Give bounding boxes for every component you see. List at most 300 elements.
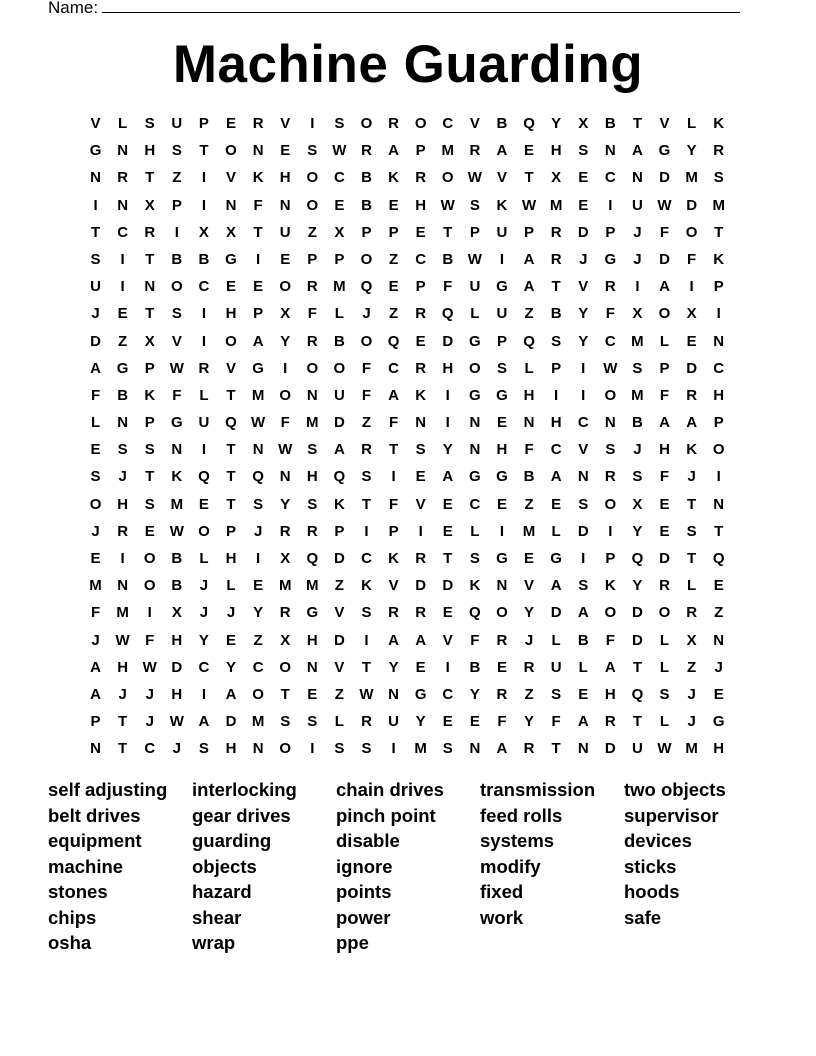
grid-letter[interactable]: P <box>605 223 616 241</box>
grid-letter[interactable]: R <box>550 223 562 241</box>
grid-letter[interactable]: O <box>279 278 292 296</box>
grid-letter[interactable]: O <box>360 115 373 132</box>
grid-letter[interactable]: E <box>578 169 589 187</box>
grid-letter[interactable]: D <box>659 169 670 187</box>
grid-letter[interactable]: E <box>442 495 453 513</box>
grid-letter[interactable]: D <box>333 631 345 649</box>
grid-letter[interactable]: E <box>117 305 128 323</box>
grid-letter[interactable]: E <box>415 658 426 676</box>
grid-letter[interactable]: Q <box>469 604 481 622</box>
grid-letter[interactable]: T <box>551 740 561 758</box>
grid-letter[interactable]: K <box>713 250 725 268</box>
grid-letter[interactable]: A <box>388 142 399 160</box>
grid-letter[interactable]: C <box>469 495 481 513</box>
grid-letter[interactable]: D <box>632 631 643 649</box>
grid-letter[interactable]: N <box>90 740 101 758</box>
grid-letter[interactable]: O <box>685 223 698 241</box>
grid-letter[interactable]: O <box>333 359 346 377</box>
grid-letter[interactable]: F <box>307 305 317 323</box>
grid-letter[interactable]: M <box>685 740 698 758</box>
grid-letter[interactable]: P <box>605 550 616 567</box>
grid-letter[interactable]: U <box>469 278 481 296</box>
grid-letter[interactable]: J <box>118 685 127 703</box>
grid-letter[interactable]: D <box>415 577 427 595</box>
grid-letter[interactable]: M <box>251 386 265 404</box>
grid-letter[interactable]: W <box>115 631 130 649</box>
grid-letter[interactable]: E <box>442 604 453 622</box>
grid-letter[interactable]: Y <box>578 332 589 350</box>
grid-letter[interactable]: Y <box>524 604 535 622</box>
grid-letter[interactable]: H <box>144 142 156 160</box>
grid-letter[interactable]: Y <box>632 522 643 540</box>
grid-letter[interactable]: A <box>577 604 589 622</box>
grid-letter[interactable]: G <box>550 550 562 567</box>
grid-letter[interactable]: A <box>550 577 562 595</box>
grid-letter[interactable]: S <box>605 441 616 459</box>
grid-letter[interactable]: U <box>279 223 291 241</box>
grid-letter[interactable]: H <box>659 441 670 459</box>
grid-letter[interactable]: L <box>551 631 561 649</box>
grid-letter[interactable]: V <box>171 332 182 350</box>
grid-letter[interactable]: R <box>388 115 399 132</box>
grid-letter[interactable]: O <box>143 550 156 567</box>
grid-letter[interactable]: R <box>306 332 318 350</box>
grid-letter[interactable]: X <box>144 196 155 214</box>
grid-letter[interactable]: W <box>169 713 184 731</box>
grid-letter[interactable]: U <box>496 223 508 241</box>
grid-letter[interactable]: I <box>581 386 586 404</box>
grid-letter[interactable]: N <box>469 441 481 459</box>
grid-letter[interactable]: I <box>201 196 206 214</box>
grid-letter[interactable]: M <box>685 169 698 187</box>
grid-letter[interactable]: W <box>603 359 618 377</box>
grid-letter[interactable]: Q <box>712 550 725 567</box>
grid-letter[interactable]: J <box>145 713 154 731</box>
grid-letter[interactable]: N <box>252 740 264 758</box>
grid-letter[interactable]: F <box>443 278 453 296</box>
grid-letter[interactable]: W <box>169 522 184 540</box>
grid-letter[interactable]: I <box>445 386 450 404</box>
grid-letter[interactable]: Q <box>631 550 644 567</box>
grid-letter[interactable]: P <box>388 522 399 540</box>
grid-letter[interactable]: B <box>117 386 129 404</box>
grid-letter[interactable]: D <box>659 550 670 567</box>
name-line[interactable] <box>102 0 740 13</box>
grid-letter[interactable]: R <box>117 169 129 187</box>
grid-letter[interactable]: E <box>415 332 426 350</box>
grid-letter[interactable]: Y <box>469 685 480 703</box>
grid-letter[interactable]: N <box>171 441 183 459</box>
grid-letter[interactable]: T <box>361 495 372 513</box>
grid-letter[interactable]: Z <box>334 685 344 703</box>
grid-letter[interactable]: V <box>415 495 426 513</box>
grid-letter[interactable]: S <box>307 495 318 513</box>
grid-letter[interactable]: G <box>252 359 264 377</box>
grid-letter[interactable]: J <box>199 577 209 595</box>
grid-letter[interactable]: X <box>632 305 643 323</box>
grid-letter[interactable]: O <box>89 495 102 513</box>
grid-letter[interactable]: R <box>604 713 616 731</box>
grid-letter[interactable]: R <box>415 550 427 567</box>
grid-letter[interactable]: E <box>415 468 426 486</box>
grid-letter[interactable]: S <box>280 713 291 731</box>
grid-letter[interactable]: I <box>445 414 450 432</box>
grid-letter[interactable]: R <box>361 441 372 459</box>
grid-letter[interactable]: S <box>686 522 697 540</box>
grid-letter[interactable]: I <box>499 250 505 268</box>
grid-letter[interactable]: Z <box>524 495 534 513</box>
grid-letter[interactable]: I <box>635 278 640 296</box>
grid-letter[interactable]: E <box>578 196 589 214</box>
grid-letter[interactable]: R <box>144 223 156 241</box>
grid-letter[interactable]: S <box>90 468 101 486</box>
grid-letter[interactable]: T <box>199 142 209 160</box>
grid-letter[interactable]: W <box>467 250 482 268</box>
grid-letter[interactable]: R <box>252 115 264 132</box>
grid-letter[interactable]: E <box>280 250 291 268</box>
grid-letter[interactable]: I <box>608 522 613 540</box>
grid-letter[interactable]: K <box>415 386 427 404</box>
grid-letter[interactable]: U <box>632 740 643 758</box>
grid-letter[interactable]: Q <box>631 685 644 703</box>
grid-letter[interactable]: H <box>306 468 318 486</box>
grid-letter[interactable]: Z <box>524 305 534 323</box>
grid-letter[interactable]: X <box>280 305 291 323</box>
grid-letter[interactable]: O <box>170 278 183 296</box>
grid-letter[interactable]: A <box>577 713 589 731</box>
grid-letter[interactable]: I <box>716 468 721 486</box>
grid-letter[interactable]: Z <box>524 685 534 703</box>
grid-letter[interactable]: E <box>198 495 209 513</box>
grid-letter[interactable]: Q <box>225 414 237 432</box>
grid-letter[interactable]: B <box>333 332 345 350</box>
grid-letter[interactable]: U <box>171 115 183 132</box>
grid-letter[interactable]: L <box>90 414 101 432</box>
grid-letter[interactable]: F <box>90 386 101 404</box>
grid-letter[interactable]: I <box>581 550 586 567</box>
grid-letter[interactable]: F <box>388 495 399 513</box>
grid-letter[interactable]: A <box>333 441 345 459</box>
grid-letter[interactable]: N <box>279 196 291 214</box>
grid-letter[interactable]: A <box>523 278 535 296</box>
grid-letter[interactable]: D <box>686 359 698 377</box>
grid-letter[interactable]: S <box>144 115 155 132</box>
grid-letter[interactable]: D <box>577 223 589 241</box>
grid-letter[interactable]: E <box>713 577 724 595</box>
grid-letter[interactable]: L <box>659 332 670 350</box>
grid-letter[interactable]: G <box>658 142 671 160</box>
grid-letter[interactable]: X <box>578 115 589 132</box>
grid-letter[interactable]: V <box>388 577 399 595</box>
grid-letter[interactable]: P <box>713 414 724 432</box>
grid-letter[interactable]: T <box>145 468 155 486</box>
grid-letter[interactable]: S <box>307 441 318 459</box>
grid-letter[interactable]: Y <box>253 604 264 622</box>
grid-letter[interactable]: A <box>252 332 264 350</box>
grid-letter[interactable]: P <box>144 414 155 432</box>
grid-letter[interactable]: R <box>550 250 562 268</box>
grid-letter[interactable]: S <box>551 332 562 350</box>
grid-letter[interactable]: M <box>712 196 725 214</box>
grid-letter[interactable]: E <box>524 142 535 160</box>
grid-letter[interactable]: T <box>90 223 101 241</box>
grid-letter[interactable]: J <box>687 713 696 731</box>
grid-letter[interactable]: D <box>659 250 670 268</box>
grid-letter[interactable]: I <box>93 196 98 214</box>
grid-letter[interactable]: F <box>605 305 615 323</box>
grid-letter[interactable]: W <box>169 359 184 377</box>
grid-letter[interactable]: O <box>658 305 671 323</box>
grid-letter[interactable]: W <box>521 196 537 214</box>
grid-letter[interactable]: V <box>442 631 453 649</box>
grid-letter[interactable]: R <box>523 658 535 676</box>
grid-letter[interactable]: G <box>496 468 508 486</box>
grid-letter[interactable]: K <box>252 169 264 187</box>
grid-letter[interactable]: T <box>118 713 128 731</box>
grid-letter[interactable]: I <box>120 250 125 268</box>
grid-letter[interactable]: R <box>604 278 616 296</box>
grid-letter[interactable]: T <box>687 495 697 513</box>
grid-letter[interactable]: C <box>550 441 562 459</box>
grid-letter[interactable]: I <box>174 223 179 241</box>
grid-letter[interactable]: V <box>226 169 237 187</box>
grid-letter[interactable]: L <box>199 550 209 567</box>
grid-letter[interactable]: C <box>198 658 210 676</box>
grid-letter[interactable]: Y <box>578 305 589 323</box>
grid-letter[interactable]: S <box>90 250 101 268</box>
grid-letter[interactable]: P <box>469 223 480 241</box>
grid-letter[interactable]: T <box>226 495 236 513</box>
grid-letter[interactable]: T <box>443 223 453 241</box>
grid-letter[interactable]: P <box>659 359 670 377</box>
grid-letter[interactable]: W <box>278 441 293 459</box>
grid-letter[interactable]: H <box>415 196 427 214</box>
grid-letter[interactable]: F <box>687 250 697 268</box>
grid-letter[interactable]: T <box>118 740 128 758</box>
grid-letter[interactable]: E <box>442 713 453 731</box>
grid-letter[interactable]: O <box>360 332 373 350</box>
grid-letter[interactable]: H <box>604 685 616 703</box>
grid-letter[interactable]: H <box>713 386 725 404</box>
grid-letter[interactable]: E <box>578 685 589 703</box>
grid-letter[interactable]: Z <box>687 658 697 676</box>
grid-letter[interactable]: Z <box>172 169 182 187</box>
grid-letter[interactable]: N <box>117 142 129 160</box>
grid-letter[interactable]: L <box>226 577 236 595</box>
grid-letter[interactable]: P <box>415 142 426 160</box>
grid-letter[interactable]: O <box>279 740 292 758</box>
grid-letter[interactable]: I <box>581 359 586 377</box>
grid-letter[interactable]: Z <box>714 604 724 622</box>
grid-letter[interactable]: R <box>604 468 616 486</box>
grid-letter[interactable]: L <box>551 522 561 540</box>
grid-letter[interactable]: L <box>578 658 588 676</box>
grid-letter[interactable]: Q <box>523 332 535 350</box>
grid-letter[interactable]: X <box>632 495 643 513</box>
grid-letter[interactable]: W <box>657 740 672 758</box>
grid-letter[interactable]: J <box>91 631 100 649</box>
grid-letter[interactable]: M <box>89 577 102 595</box>
grid-letter[interactable]: S <box>144 495 155 513</box>
grid-letter[interactable]: B <box>442 250 454 268</box>
grid-letter[interactable]: N <box>577 468 589 486</box>
grid-letter[interactable]: H <box>117 495 129 513</box>
grid-letter[interactable]: S <box>578 142 589 160</box>
grid-letter[interactable]: A <box>550 468 562 486</box>
grid-letter[interactable]: P <box>144 359 155 377</box>
grid-letter[interactable]: D <box>442 577 454 595</box>
grid-letter[interactable]: N <box>90 169 101 187</box>
grid-letter[interactable]: D <box>333 414 345 432</box>
grid-letter[interactable]: R <box>415 604 427 622</box>
grid-letter[interactable]: N <box>388 685 399 703</box>
grid-letter[interactable]: O <box>198 522 210 540</box>
grid-letter[interactable]: N <box>117 577 129 595</box>
grid-letter[interactable]: R <box>117 522 129 540</box>
grid-letter[interactable]: O <box>306 169 319 187</box>
grid-letter[interactable]: I <box>201 441 206 459</box>
grid-letter[interactable]: U <box>550 658 562 676</box>
grid-letter[interactable]: K <box>469 577 481 595</box>
grid-letter[interactable]: M <box>306 414 319 432</box>
grid-letter[interactable]: T <box>253 223 263 241</box>
grid-letter[interactable]: S <box>496 359 507 377</box>
grid-letter[interactable]: S <box>659 685 670 703</box>
grid-letter[interactable]: R <box>198 359 210 377</box>
grid-letter[interactable]: A <box>659 414 670 432</box>
grid-letter[interactable]: U <box>632 196 643 214</box>
grid-letter[interactable]: A <box>442 468 454 486</box>
grid-letter[interactable]: S <box>632 359 643 377</box>
grid-letter[interactable]: K <box>171 468 183 486</box>
grid-letter[interactable]: B <box>496 115 508 132</box>
grid-letter[interactable]: B <box>198 250 210 268</box>
grid-letter[interactable]: N <box>496 577 508 595</box>
grid-letter[interactable]: P <box>253 305 264 323</box>
grid-letter[interactable]: G <box>496 278 508 296</box>
grid-letter[interactable]: R <box>415 169 427 187</box>
grid-letter[interactable]: I <box>256 250 261 268</box>
grid-letter[interactable]: Q <box>252 468 264 486</box>
grid-letter[interactable]: L <box>524 359 534 377</box>
grid-letter[interactable]: Y <box>551 115 562 132</box>
grid-letter[interactable]: U <box>198 414 210 432</box>
grid-letter[interactable]: M <box>333 278 346 296</box>
grid-letter[interactable]: Z <box>388 250 399 268</box>
grid-letter[interactable]: P <box>388 223 399 241</box>
grid-letter[interactable]: P <box>551 359 562 377</box>
grid-letter[interactable]: F <box>470 631 480 649</box>
grid-letter[interactable]: O <box>496 604 508 622</box>
grid-letter[interactable]: W <box>251 414 266 432</box>
grid-letter[interactable]: E <box>90 550 101 567</box>
grid-letter[interactable]: J <box>633 441 642 459</box>
grid-letter[interactable]: G <box>469 386 481 404</box>
grid-letter[interactable]: F <box>172 386 182 404</box>
grid-letter[interactable]: X <box>686 631 697 649</box>
grid-letter[interactable]: F <box>253 196 263 214</box>
grid-letter[interactable]: Q <box>306 550 319 567</box>
grid-letter[interactable]: A <box>686 414 698 432</box>
grid-letter[interactable]: G <box>496 386 508 404</box>
grid-letter[interactable]: S <box>415 441 426 459</box>
grid-letter[interactable]: H <box>496 441 508 459</box>
grid-letter[interactable]: J <box>199 604 209 622</box>
grid-letter[interactable]: S <box>198 740 209 758</box>
grid-letter[interactable]: S <box>361 740 372 758</box>
grid-letter[interactable]: G <box>306 604 319 622</box>
grid-letter[interactable]: N <box>632 169 643 187</box>
grid-letter[interactable]: N <box>713 332 725 350</box>
grid-letter[interactable]: E <box>469 713 480 731</box>
grid-letter[interactable]: O <box>712 441 725 459</box>
grid-letter[interactable]: I <box>310 740 315 758</box>
grid-letter[interactable]: M <box>251 713 265 731</box>
grid-letter[interactable]: P <box>496 332 507 350</box>
grid-letter[interactable]: K <box>361 577 372 595</box>
grid-letter[interactable]: O <box>360 250 373 268</box>
grid-letter[interactable]: U <box>496 305 508 323</box>
grid-letter[interactable]: S <box>551 685 562 703</box>
grid-letter[interactable]: R <box>279 604 291 622</box>
grid-letter[interactable]: M <box>116 604 129 622</box>
grid-letter[interactable]: P <box>415 278 426 296</box>
grid-letter[interactable]: R <box>713 142 725 160</box>
grid-letter[interactable]: K <box>686 441 698 459</box>
grid-letter[interactable]: B <box>523 468 535 486</box>
grid-letter[interactable]: H <box>171 631 183 649</box>
grid-letter[interactable]: B <box>577 631 589 649</box>
grid-letter[interactable]: Y <box>632 577 643 595</box>
grid-letter[interactable]: E <box>388 278 399 296</box>
grid-letter[interactable]: U <box>90 278 101 296</box>
grid-letter[interactable]: V <box>496 169 507 187</box>
grid-letter[interactable]: S <box>171 305 182 323</box>
grid-letter[interactable]: D <box>171 658 183 676</box>
grid-letter[interactable]: T <box>632 713 642 731</box>
grid-letter[interactable]: Q <box>198 468 210 486</box>
grid-letter[interactable]: E <box>253 278 264 296</box>
grid-letter[interactable]: Q <box>333 468 346 486</box>
grid-letter[interactable]: M <box>278 577 292 595</box>
grid-letter[interactable]: E <box>524 550 535 567</box>
grid-letter[interactable]: Y <box>280 495 291 513</box>
grid-letter[interactable]: S <box>253 495 264 513</box>
grid-letter[interactable]: J <box>145 685 154 703</box>
grid-letter[interactable]: W <box>142 658 157 676</box>
grid-letter[interactable]: S <box>713 169 724 187</box>
grid-letter[interactable]: J <box>91 522 100 540</box>
grid-letter[interactable]: N <box>415 414 427 432</box>
grid-letter[interactable]: M <box>441 142 455 160</box>
grid-letter[interactable]: N <box>469 740 481 758</box>
grid-letter[interactable]: C <box>361 550 372 567</box>
grid-letter[interactable]: B <box>171 550 183 567</box>
grid-letter[interactable]: H <box>171 685 183 703</box>
grid-letter[interactable]: N <box>523 414 535 432</box>
grid-letter[interactable]: K <box>496 196 508 214</box>
grid-letter[interactable]: V <box>334 658 345 676</box>
grid-letter[interactable]: R <box>306 278 318 296</box>
grid-letter[interactable]: B <box>604 115 616 132</box>
grid-letter[interactable]: S <box>307 713 318 731</box>
grid-letter[interactable]: S <box>632 468 643 486</box>
grid-letter[interactable]: N <box>713 631 725 649</box>
grid-letter[interactable]: F <box>361 359 372 377</box>
grid-letter[interactable]: G <box>469 468 481 486</box>
grid-letter[interactable]: O <box>279 386 292 404</box>
grid-letter[interactable]: S <box>578 577 589 595</box>
